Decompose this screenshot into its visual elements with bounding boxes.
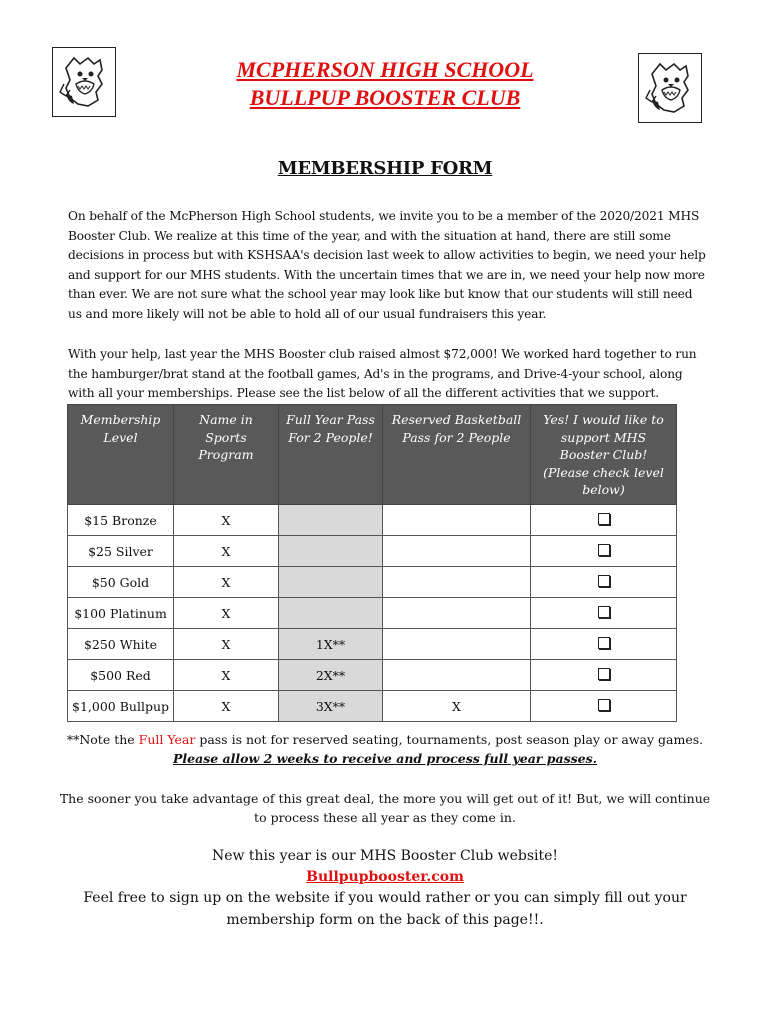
- footnote-after: pass is not for reserved seating, tournaments, post season play or away games.: [195, 732, 704, 747]
- sports-cell: X: [174, 536, 279, 567]
- signup-line-2: membership form on the back of this page!!.: [226, 912, 544, 928]
- basketball-cell: [383, 567, 531, 598]
- club-name-heading: BULLPUP BOOSTER CLUB: [249, 85, 521, 110]
- table-row: [68, 567, 677, 598]
- level-cell: $25 Silver: [68, 536, 174, 567]
- support-cell: [531, 691, 677, 722]
- basketball-cell: X: [383, 691, 531, 722]
- table-header-row: [68, 405, 677, 505]
- header-sports-program: Name in Sports Program: [174, 405, 279, 505]
- sports-cell: X: [174, 567, 279, 598]
- closing-line-2: to process these all year as they come in.: [254, 810, 516, 825]
- form-title: MEMBERSHIP FORM: [277, 158, 493, 179]
- fullyear-cell: [279, 598, 383, 629]
- header-full-year-pass: Full Year Pass For 2 People!: [279, 405, 383, 505]
- fullyear-cell: [279, 505, 383, 536]
- level-cell: $100 Platinum: [68, 598, 174, 629]
- processing-notice: Please allow 2 weeks to receive and process full year passes.: [173, 751, 597, 766]
- support-cell: [531, 629, 677, 660]
- fullyear-cell: 2X**: [279, 660, 383, 691]
- table-row: [68, 505, 677, 536]
- checkbox-icon[interactable]: [598, 513, 610, 525]
- basketball-cell: [383, 505, 531, 536]
- basketball-cell: [383, 660, 531, 691]
- support-cell: [531, 567, 677, 598]
- header-basketball-pass: Reserved Basketball Pass for 2 People: [383, 405, 531, 505]
- sports-cell: X: [174, 629, 279, 660]
- sports-cell: X: [174, 691, 279, 722]
- checkbox-icon[interactable]: [598, 637, 610, 649]
- fullyear-cell: 3X**: [279, 691, 383, 722]
- fundraising-paragraph: With your help, last year the MHS Booster club raised almost $72,000! We worked hard together to run the hamburger/brat stand at the football games, Ad's in the programs, and Drive-4-your school, along with all your memberships. Please see the list below of all the different activities that we support.: [68, 347, 697, 400]
- support-cell: [531, 536, 677, 567]
- header-membership-level: Membership Level: [68, 405, 174, 505]
- level-cell: $1,000 Bullpup: [68, 691, 174, 722]
- table-row: [68, 629, 677, 660]
- support-cell: [531, 598, 677, 629]
- table-row: [68, 691, 677, 722]
- checkbox-icon[interactable]: [598, 544, 610, 556]
- checkbox-icon[interactable]: [598, 699, 610, 711]
- checkbox-icon[interactable]: [598, 668, 610, 680]
- checkbox-icon[interactable]: [598, 575, 610, 587]
- sports-cell: X: [174, 505, 279, 536]
- closing-line-1: The sooner you take advantage of this great deal, the more you will get out of it! But, we will continue: [59, 791, 711, 806]
- level-cell: $15 Bronze: [68, 505, 174, 536]
- basketball-cell: [383, 598, 531, 629]
- level-cell: $500 Red: [68, 660, 174, 691]
- website-link[interactable]: Bullpupbooster.com: [306, 869, 464, 885]
- level-cell: $250 White: [68, 629, 174, 660]
- website-intro: New this year is our MHS Booster Club website!: [211, 848, 559, 864]
- sports-cell: X: [174, 598, 279, 629]
- full-year-footnote: [0, 730, 770, 749]
- level-cell: $50 Gold: [68, 567, 174, 598]
- table-row: [68, 536, 677, 567]
- checkbox-icon[interactable]: [598, 606, 610, 618]
- basketball-cell: [383, 629, 531, 660]
- signup-line-1: Feel free to sign up on the website if you would rather or you can simply fill out your: [83, 890, 687, 906]
- fullyear-cell: 1X**: [279, 629, 383, 660]
- footnote-before: **Note the: [66, 732, 139, 747]
- table-row: [68, 598, 677, 629]
- header-support-check: Yes! I would like to support MHS Booster Club! (Please check level below): [531, 405, 677, 505]
- support-cell: [531, 660, 677, 691]
- membership-levels-table: [67, 404, 677, 722]
- table-row: [68, 660, 677, 691]
- intro-paragraph: On behalf of the McPherson High School students, we invite you to be a member of the 2020/2021 MHS Booster Club. We realize at this time of the year, and with the situation at hand, there are still some decisions in process but with KSHSAA's decision last week to allow activities to begin, we need your help and support for our MHS students. With the uncertain times that we are in, we need your help now more than ever. We are not sure what the school year may look like but know that our students will still need us and more likely will not be able to hold all of our usual fundraisers this year.: [68, 209, 706, 321]
- fullyear-cell: [279, 536, 383, 567]
- fullyear-cell: [279, 567, 383, 598]
- sports-cell: X: [174, 660, 279, 691]
- footnote-highlight: Full Year: [138, 732, 196, 747]
- support-cell: [531, 505, 677, 536]
- school-name-heading: MCPHERSON HIGH SCHOOL: [236, 57, 534, 82]
- basketball-cell: [383, 536, 531, 567]
